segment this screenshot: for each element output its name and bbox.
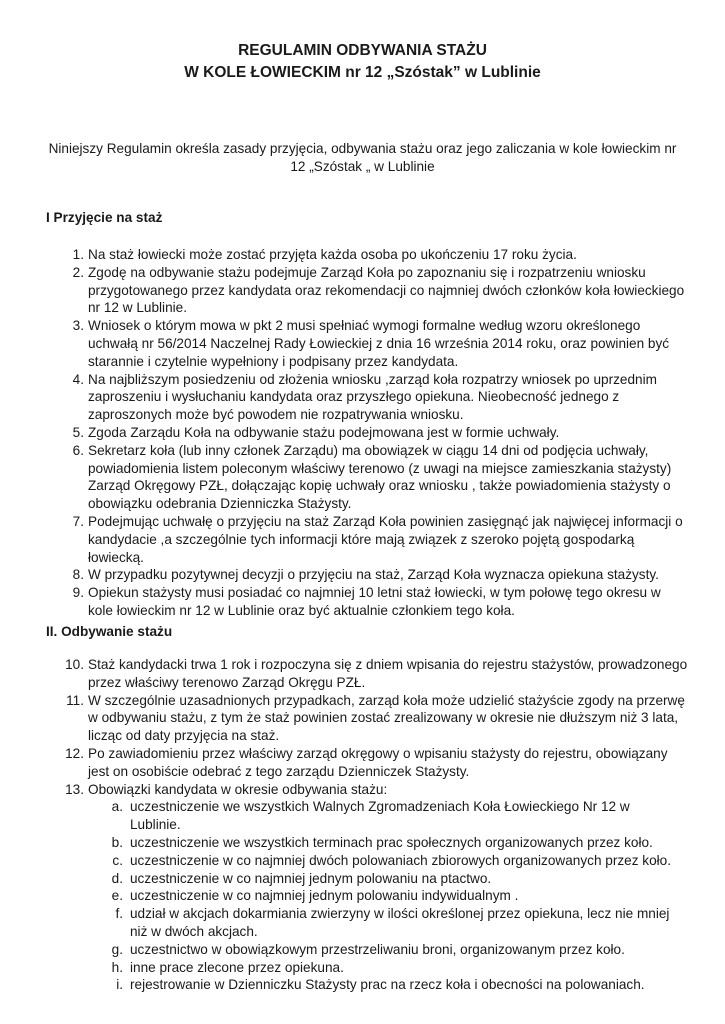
item-text: Po zawiadomieniu przez właściwy zarząd okręgowy o wpisaniu stażysty do rejestru, obowiązany jest on osobiście odebrać z tego zarządu Dzienniczek Stażysty. <box>88 745 668 779</box>
item-number: 5. <box>72 424 84 440</box>
item-number: 1. <box>72 247 84 262</box>
document-title-line-1: REGULAMIN ODBYWANIA STAŻU <box>238 42 487 59</box>
list-item <box>0 513 688 566</box>
sub-item-letter: h. <box>111 959 123 975</box>
item-text: Wniosek o którym mowa w pkt 2 musi spełniać wymogi formalne według wzoru określonego uchwałą nr 56/2014 Naczelnej Rady Łowieckiej z dnia 16 września 2014 roku, oraz powinien być starannie i czytelnie wypełniony i podpisany przez kandydata. <box>88 318 670 369</box>
item-text: Staż kandydacki trwa 1 rok i rozpoczyna się z dniem wpisania do rejestru stażystów, prowadzonego przez właściwy terenowo Zarząd Okręgu PZŁ. <box>88 657 688 690</box>
sub-list-item <box>0 959 682 977</box>
document-title-line-2: W KOLE ŁOWIECKIM nr 12 „Szóstak” w Lublinie <box>184 64 541 81</box>
list-item <box>0 424 688 442</box>
item-text: Opiekun stażysty musi posiadać co najmniej 10 letni staż łowiecki, w tym połowę tego okresu w kole łowieckim nr 12 w Lublinie oraz być aktualnie członkiem tego koła. <box>88 585 661 618</box>
item-text: Na najbliższym posiedzeniu od złożenia wniosku ,zarząd koła rozpatrzy wniosek po uprzednim zaproszeniu i wysłuchaniu kandydata oraz przyszłego opiekuna. Nieobecność jednego z zaproszonych może być powodem nie rozpatrywania wniosku. <box>88 371 657 423</box>
item-number: 3. <box>72 318 84 334</box>
list-item <box>0 264 688 317</box>
sub-list-item <box>0 870 682 888</box>
item-number: 2. <box>72 264 84 280</box>
sub-item-text: uczestniczenie we wszystkich Walnych Zgromadzeniach Koła Łowieckiego Nr 12 w Lublinie. <box>130 799 630 833</box>
item-text: Na staż łowiecki może zostać przyjęta każda osoba po ukończeniu 17 roku życia. <box>88 247 577 262</box>
item-text: Sekretarz koła (lub inny członek Zarządu) ma obowiązek w ciągu 14 dni od podjęcia uchwały, powiadomienia listem poleconym właściwy terenowo (z uwagi na miejsce zamieszkania stażysty) Zarząd Okręgowy PZŁ, dołączając kopię uchwały oraz wniosku , także powiadomienia stażysty o obowiązku odebrania Dzienniczka Stażysty. <box>88 442 672 512</box>
list-item <box>0 745 688 781</box>
sub-list-item <box>0 887 682 905</box>
item-number: 11. <box>66 692 84 708</box>
list-item <box>0 584 688 620</box>
sub-item-letter: e. <box>111 888 123 904</box>
list-item <box>0 442 688 513</box>
list-item <box>0 371 688 424</box>
sub-list-item <box>0 976 682 994</box>
item-number: 6. <box>72 442 84 458</box>
list-item <box>0 656 688 692</box>
item-text: Obowiązki kandydata w okresie odbywania stażu: <box>88 781 388 797</box>
sub-item-text: uczestniczenie w co najmniej jednym polowaniu indywidualnym . <box>130 888 519 904</box>
sub-item-text: udział w akcjach dokarmiania zwierzyny w ilości określonej przez opiekuna, lecz nie mniej niż w dwóch akcjach. <box>130 906 670 939</box>
section-2-heading: II. Odbywanie stażu <box>46 624 173 639</box>
list-item <box>0 692 688 745</box>
item-number: 4. <box>72 371 84 387</box>
sub-item-text: inne prace zlecone przez opiekuna. <box>130 959 344 975</box>
section-2-list <box>0 656 725 994</box>
sub-item-letter: b. <box>111 834 123 850</box>
sub-item-text: uczestniczenie w co najmniej dwóch polowaniach zbiorowych organizowanych przez koło. <box>130 852 672 868</box>
list-item <box>0 781 688 799</box>
section-1-list <box>0 246 725 620</box>
sub-list-item <box>0 798 682 834</box>
item-number: 12. <box>65 745 84 761</box>
item-text: W szczególnie uzasadnionych przypadkach, zarząd koła może udzielić stażyście zgody na przerwę w odbywaniu stażu, z tym że staż powinien zostać zrealizowany w okresie nie dłuższym niż 3 lata, licząc od daty przyjęcia na staż. <box>88 692 685 744</box>
list-item <box>0 566 688 584</box>
sub-item-letter: i. <box>116 977 123 993</box>
item-number: 9. <box>72 585 84 601</box>
item-text: W przypadku pozytywnej decyzji o przyjęciu na staż, Zarząd Koła wyznacza opiekuna stażysty. <box>88 567 659 583</box>
item-text: Zgoda Zarządu Koła na odbywanie stażu podejmowana jest w formie uchwały. <box>88 424 560 440</box>
sub-item-letter: g. <box>111 941 123 957</box>
sub-item-text: uczestniczenie we wszystkich terminach prac społecznych organizowanych przez koło. <box>130 834 653 850</box>
list-item <box>0 317 688 370</box>
sub-item-letter: a. <box>111 799 123 815</box>
item-number: 10. <box>65 657 84 672</box>
section-1-heading: I Przyjęcie na staż <box>46 210 163 225</box>
item-text: Zgodę na odbywanie stażu podejmuje Zarząd Koła po zapoznaniu się i rozpatrzeniu wniosku przygotowanego przez kandydata oraz rekomendacji co najmniej dwóch członków koła łowieckiego nr 12 w Lublinie. <box>88 264 685 316</box>
sub-item-letter: d. <box>111 870 123 886</box>
list-item <box>0 246 688 264</box>
item-number: 13. <box>65 781 84 797</box>
sub-item-text: uczestnictwo w obowiązkowym przestrzeliwaniu broni, organizowanym przez koło. <box>130 941 625 957</box>
sub-list-item <box>0 905 682 941</box>
item-text: Podejmując uchwałę o przyjęciu na staż Zarząd Koła powinien zasięgnąć jak najwięcej informacji o kandydacie ,a szczególnie tych informacji które mają związek z szeroko pojętą gospodarką łowiecką. <box>88 513 683 565</box>
sub-list-item <box>0 941 682 959</box>
item-number: 7. <box>72 513 84 529</box>
sub-item-letter: c. <box>112 852 123 868</box>
sub-item-text: uczestniczenie w co najmniej jednym polowaniu na ptactwo. <box>130 870 492 886</box>
item-number: 8. <box>72 567 84 583</box>
intro-paragraph: Niniejszy Regulamin określa zasady przyjęcia, odbywania stażu oraz jego zaliczania w kole łowieckim nr 12 „Szóstak „ w Lublinie <box>48 141 677 174</box>
sub-list-item <box>0 852 682 870</box>
sub-list-item <box>0 834 682 852</box>
sub-item-letter: f. <box>115 906 123 922</box>
sub-item-text: rejestrowanie w Dzienniczku Stażysty prac na rzecz koła i obecności na polowaniach. <box>130 977 645 993</box>
